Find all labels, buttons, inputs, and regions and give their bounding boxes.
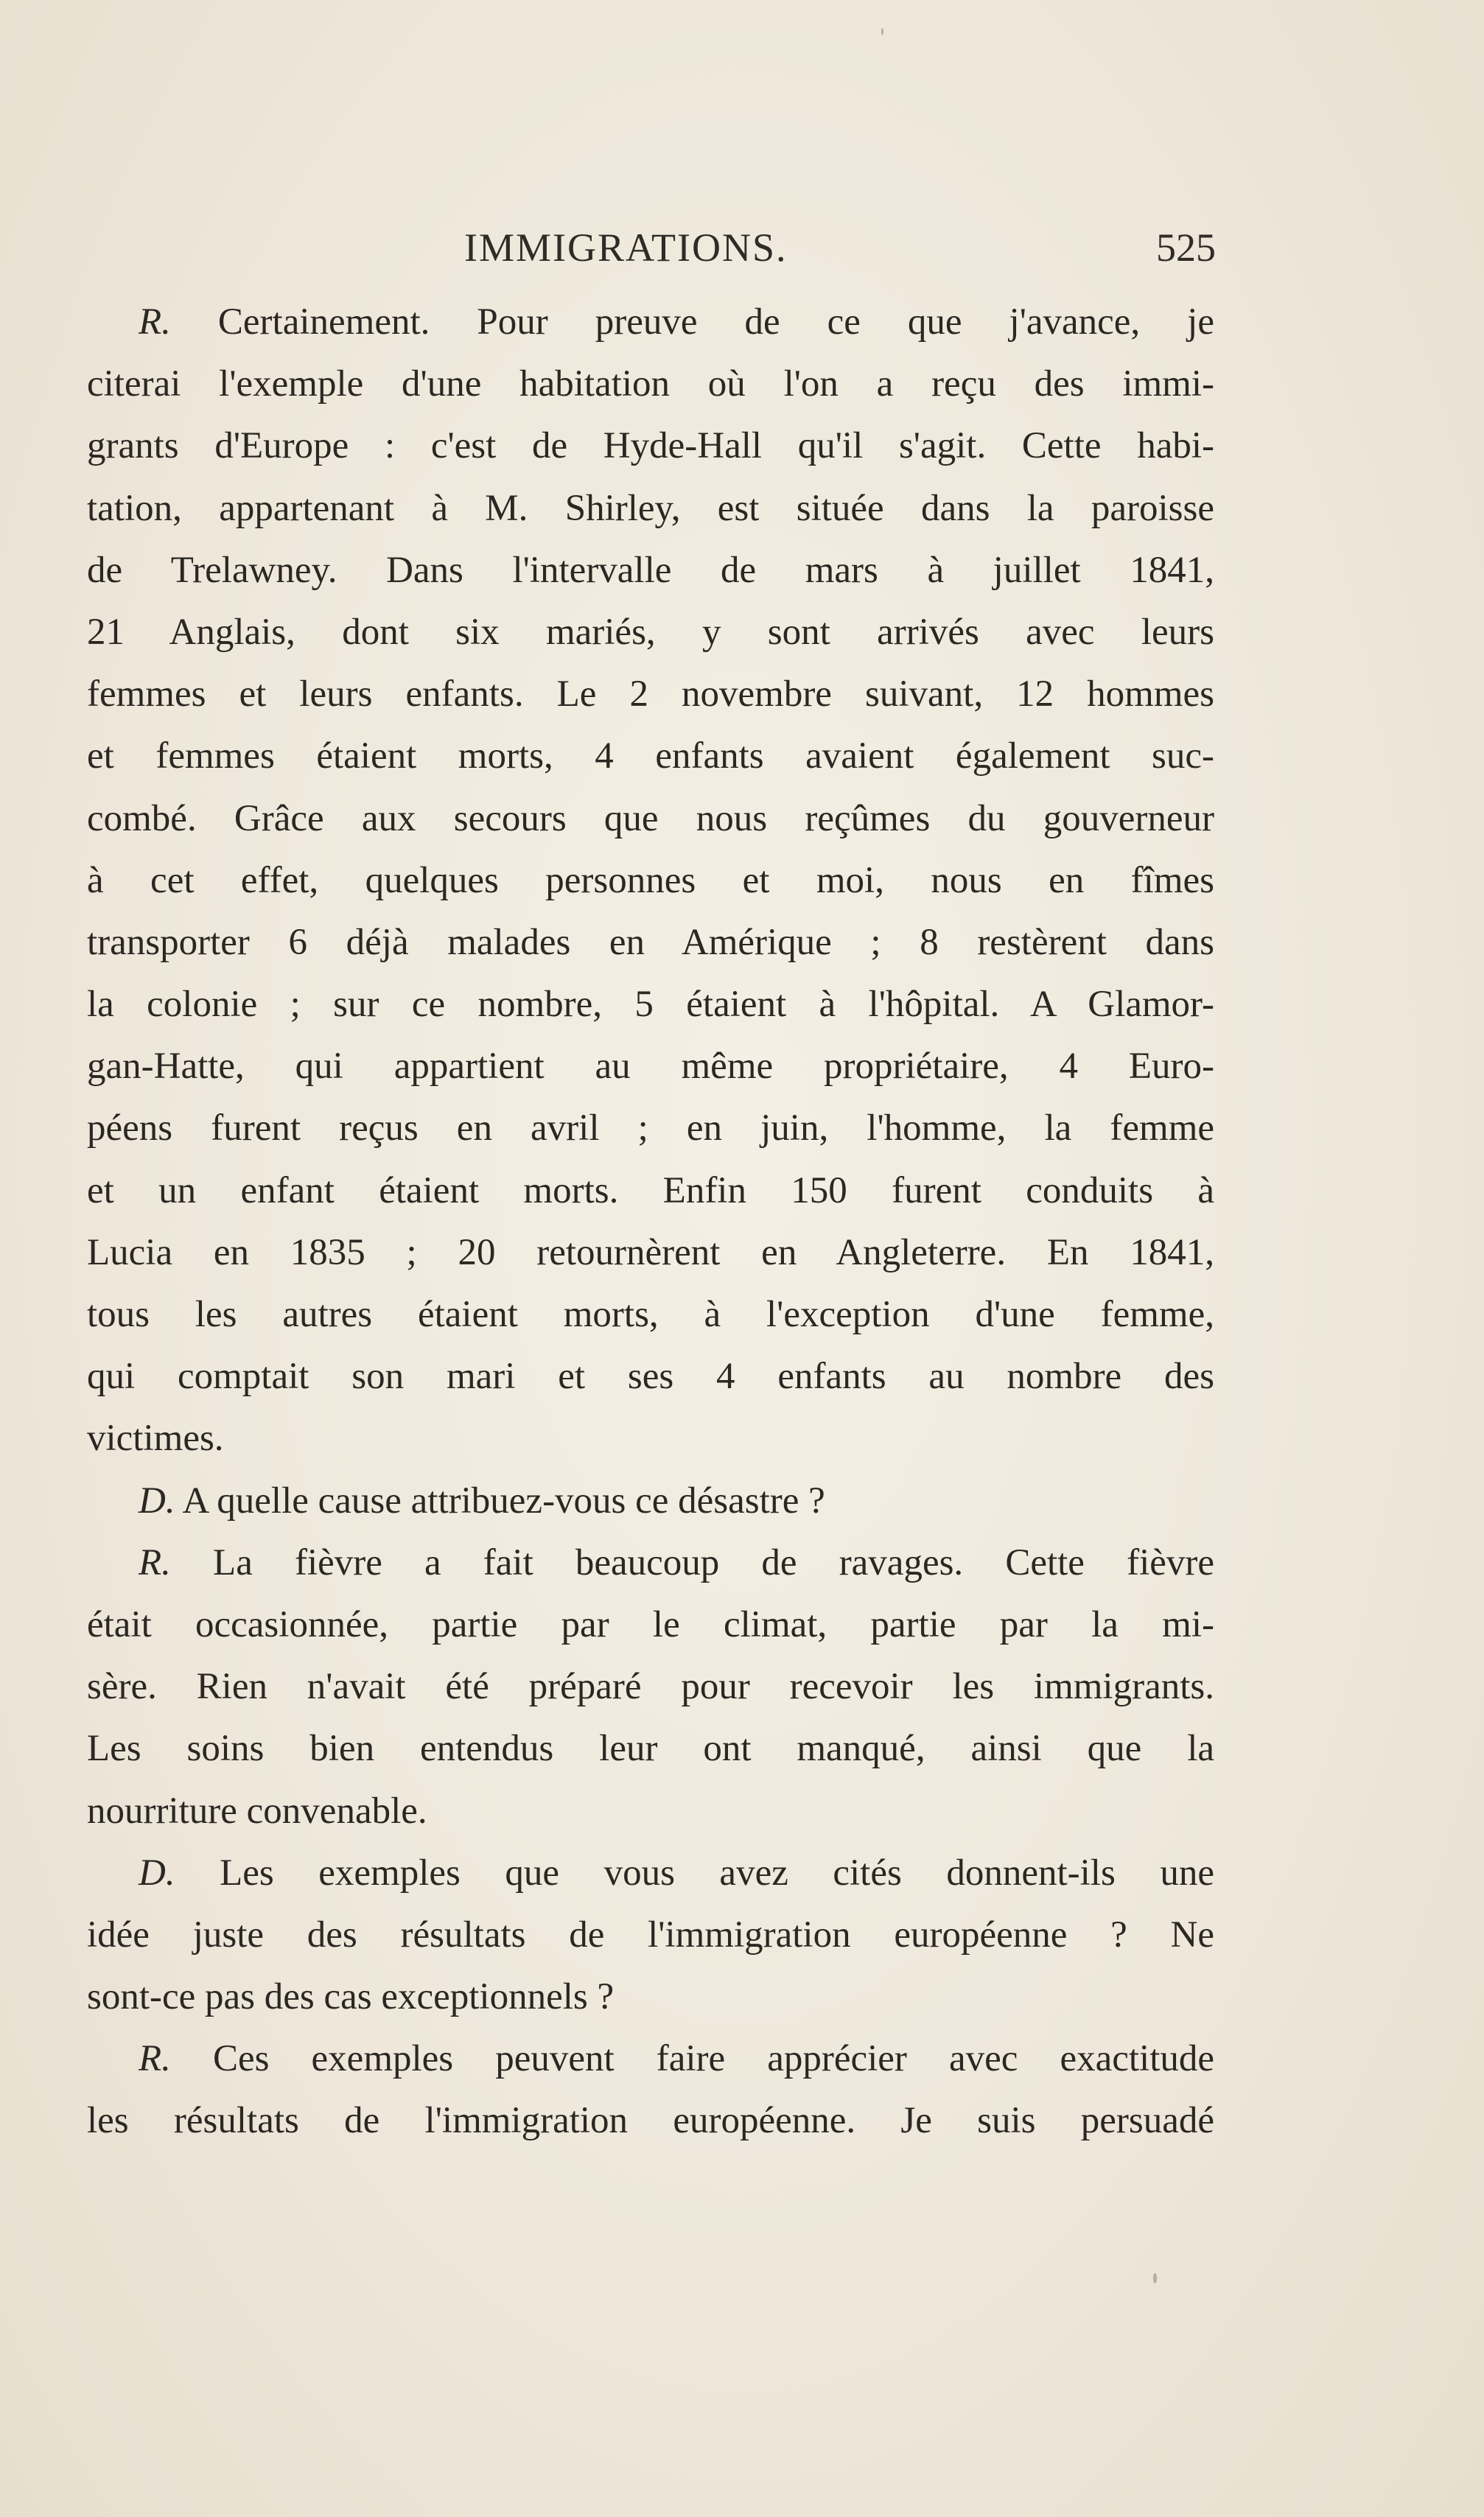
- text-line: sère. Rien n'avait été préparé pour recevoir les immigrants.: [87, 1666, 1214, 1708]
- text-line: péens furent reçus en avril ; en juin, l'homme, la femme: [87, 1107, 1214, 1149]
- line-text: La fièvre a fait beaucoup de ravages. Cette fièvre: [170, 1541, 1214, 1583]
- running-header: [88, 225, 1216, 284]
- text-line: 21 Anglais, dont six mariés, y sont arrivés avec leurs: [87, 611, 1214, 653]
- page-number: 525: [1156, 225, 1216, 270]
- line-text: Les exemples que vous avez cités donnent-ils une: [175, 1852, 1214, 1894]
- text-line: et femmes étaient morts, 4 enfants avaient également suc-: [87, 735, 1214, 777]
- speaker-label: R.: [139, 2038, 171, 2080]
- speaker-label: R.: [139, 1541, 171, 1583]
- text-line: [87, 2028, 1214, 2090]
- text-line: nourriture convenable.: [87, 1790, 427, 1832]
- text-line: [87, 1532, 1214, 1594]
- line-text: A quelle cause attribuez-vous ce désastre ?: [175, 1480, 825, 1522]
- paragraph-question-2: [87, 1842, 1214, 2028]
- line-text: Ces exemples peuvent faire apprécier avec exactitude: [170, 2038, 1214, 2080]
- text-line: [87, 291, 1214, 353]
- text-line: était occasionnée, partie par le climat, partie par la mi-: [87, 1603, 1214, 1645]
- text-line: les résultats de l'immigration européenne. Je suis persuadé: [87, 2100, 1214, 2142]
- text-line: Les soins bien entendus leur ont manqué, ainsi que la: [87, 1728, 1214, 1770]
- paragraph-answer-2: [87, 1532, 1214, 1842]
- text-line: transporter 6 déjà malades en Amérique ; 8 restèrent dans: [87, 921, 1214, 963]
- text-line: gan-Hatte, qui appartient au même propriétaire, 4 Euro-: [87, 1046, 1214, 1088]
- text-line: qui comptait son mari et ses 4 enfants au nombre des: [87, 1356, 1214, 1398]
- line-text: Certainement. Pour preuve de ce que j'avance, je: [170, 301, 1214, 343]
- speaker-label: D.: [139, 1852, 175, 1894]
- paper-speck: [1153, 2273, 1157, 2283]
- paragraph-question-1: [87, 1470, 1214, 1532]
- text-line: [87, 1842, 1214, 1904]
- text-line: femmes et leurs enfants. Le 2 novembre suivant, 12 hommes: [87, 673, 1214, 715]
- text-line: citerai l'exemple d'une habitation où l'on a reçu des immi-: [87, 363, 1214, 405]
- paragraph-answer-3: [87, 2028, 1214, 2152]
- text-line: et un enfant étaient morts. Enfin 150 furent conduits à: [87, 1169, 1214, 1211]
- text-line: la colonie ; sur ce nombre, 5 étaient à l'hôpital. A Glamor-: [87, 984, 1214, 1026]
- speaker-label: R.: [139, 301, 171, 343]
- text-line: de Trelawney. Dans l'intervalle de mars à juillet 1841,: [87, 549, 1214, 591]
- text-line: [87, 1470, 1214, 1532]
- text-line: grants d'Europe : c'est de Hyde-Hall qu'il s'agit. Cette habi-: [87, 425, 1214, 467]
- text-line: combé. Grâce aux secours que nous reçûmes du gouverneur: [87, 797, 1214, 839]
- text-line: sont-ce pas des cas exceptionnels ?: [87, 1976, 615, 2018]
- speaker-label: D.: [139, 1480, 175, 1522]
- paper-speck: [881, 28, 883, 35]
- text-line: idée juste des résultats de l'immigration européenne ? Ne: [87, 1914, 1214, 1956]
- text-line: à cet effet, quelques personnes et moi, nous en fîmes: [87, 859, 1214, 901]
- paragraph-answer-1: [87, 291, 1214, 1470]
- text-line: tation, appartenant à M. Shirley, est située dans la paroisse: [87, 487, 1214, 529]
- text-line: Lucia en 1835 ; 20 retournèrent en Angleterre. En 1841,: [87, 1231, 1214, 1273]
- text-line: victimes.: [87, 1418, 224, 1460]
- running-title: IMMIGRATIONS.: [464, 225, 788, 270]
- body-text: [87, 291, 1214, 2152]
- text-line: tous les autres étaient morts, à l'exception d'une femme,: [87, 1294, 1214, 1335]
